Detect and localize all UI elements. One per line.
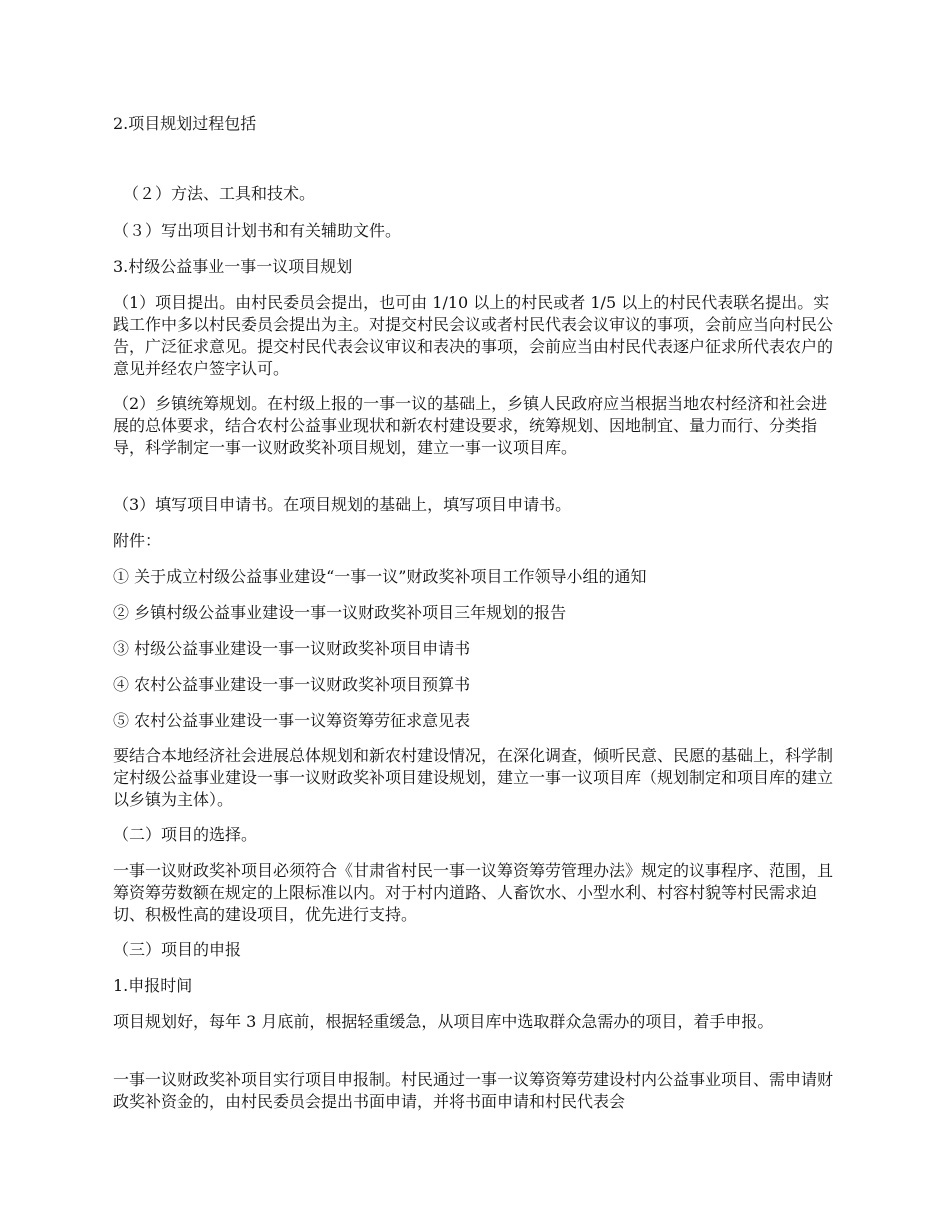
list-item-methods-tools: （２）方法、工具和技术。 [123, 184, 316, 203]
section-heading-project-declaration: （三）项目的申报 [113, 940, 242, 959]
heading-project-planning-process: 2.项目规划过程包括 [113, 114, 257, 133]
attachment-item-5: ⑤ 农村公益事业建设一事一议筹资筹劳征求意见表 [113, 711, 471, 730]
paragraph-fill-application: （3）填写项目申请书。在项目规划的基础上，填写项目申请书。 [113, 495, 572, 514]
attachment-item-4: ④ 农村公益事业建设一事一议财政奖补项目预算书 [113, 675, 471, 694]
attachment-item-2: ② 乡镇村级公益事业建设一事一议财政奖补项目三年规划的报告 [113, 603, 567, 622]
paragraph-township-planning: （2）乡镇统筹规划。在村级上报的一事一议的基础上，乡镇人民政府应当根据当地农村经济和社会进展的总体要求，结合农村公益事业现状和新农村建设要求，统筹规划、因地制宜、量力而行、分类指导，科学制定一事一议财政奖补项目规划，建立一事一议项目库。 [113, 394, 828, 457]
section-heading-project-selection: （二）项目的选择。 [113, 825, 258, 844]
paragraph-project-proposal: （1）项目提出。由村民委员会提出，也可由 1/10 以上的村民或者 1/5 以上的村民代表联名提出。实践工作中多以村民委员会提出为主。对提交村民会议或者村民代表会议审议的事项，会前应当向村民公告，广泛征求意见。提交村民代表会议审议和表决的事项，会前应当由村民代表逐户征求所代表农户的意见并经农户签字认可。 [113, 293, 834, 378]
attachment-item-3: ③ 村级公益事业建设一事一议财政奖补项目申请书 [113, 639, 471, 658]
paragraph-combine-local-planning: 要结合本地经济社会进展总体规划和新农村建设情况，在深化调查，倾听民意、民愿的基础上，科学制定村级公益事业建设一事一议财政奖补项目建设规划，建立一事一议项目库（规划制定和项目库的建立以乡镇为主体）。 [113, 746, 834, 809]
heading-village-planning: 3.村级公益事业一事一议项目规划 [113, 257, 353, 276]
paragraph-declaration-system: 一事一议财政奖补项目实行项目申报制。村民通过一事一议筹资筹劳建设村内公益事业项目、需申请财政奖补资金的，由村民委员会提出书面申请，并将书面申请和村民代表会 [113, 1070, 834, 1111]
paragraph-selection-rules: 一事一议财政奖补项目必须符合《甘肃省村民一事一议筹资筹劳管理办法》规定的议事程序、范围，且筹资筹劳数额在规定的上限标准以内。对于村内道路、人畜饮水、小型水利、村容村貌等村民需求迫切、积极性高的建设项目，优先进行支持。 [113, 861, 834, 924]
attachments-label: 附件： [113, 531, 162, 550]
paragraph-declaration-time: 项目规划好，每年 3 月底前，根据轻重缓急，从项目库中选取群众急需办的项目，着手申报。 [113, 1012, 774, 1031]
attachment-item-1: ① 关于成立村级公益事业建设“一事一议”财政奖补项目工作领导小组的通知 [113, 567, 647, 586]
heading-declaration-time: 1.申报时间 [113, 976, 193, 995]
list-item-write-plan: （３）写出项目计划书和有关辅助文件。 [113, 221, 402, 240]
